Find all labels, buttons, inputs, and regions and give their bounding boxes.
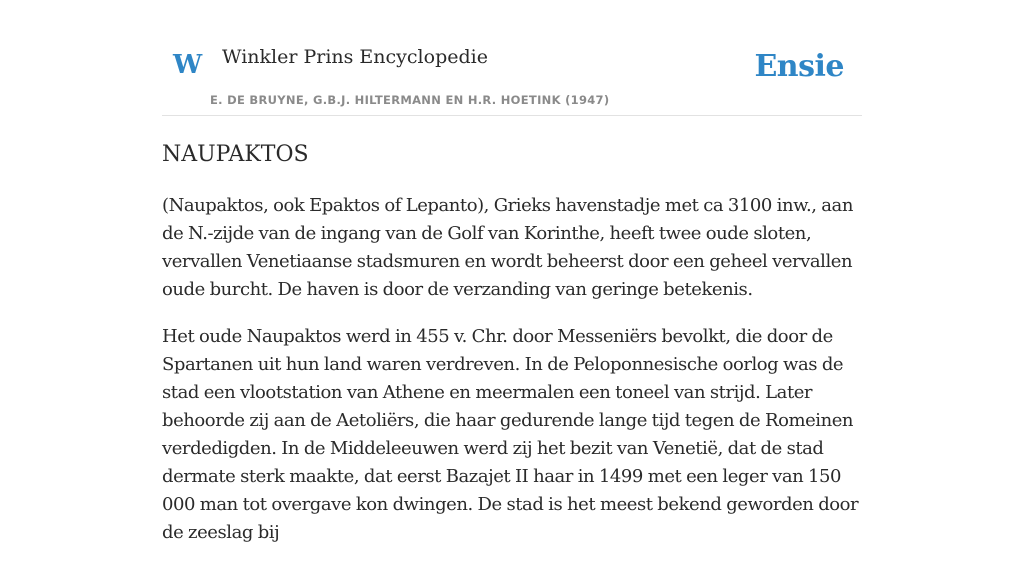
entry-title: NAUPAKTOS: [162, 142, 309, 167]
entry-paragraph: (Naupaktos, ook Epaktos of Lepanto), Grieks havenstadje met ca 3100 inw., aan de N.-zijde van de ingang van de Golf van Korinthe, heeft twee oude sloten, vervallen Venetiaanse stadsmuren en wordt beheerst door een geheel vervallen oude burcht. De haven is door de verzanding van geringe betekenis.: [162, 195, 853, 300]
ensie-logo[interactable]: Ensie: [754, 49, 844, 84]
header: [162, 0, 862, 116]
entry-body: [162, 192, 866, 566]
book-title[interactable]: Winkler Prins Encyclopedie: [222, 46, 488, 68]
winkler-prins-logo[interactable]: W: [173, 50, 203, 80]
entry-paragraph: Het oude Naupaktos werd in 455 v. Chr. door Messeniërs bevolkt, die door de Spartanen uit hun land waren verdreven. In de Peloponnesische oorlog was de stad een vlootstation van Athene en meermalen een toneel van strijd. Later behoorde zij aan de Aetoliërs, die haar gedurende lange tijd tegen de Romeinen verdedigden. In de Middeleeuwen werd zij het bezit van Venetië, dat de stad dermate sterk maakte, dat eerst Bazajet II haar in 1499 met een leger van 150 000 man tot overgave kon dwingen. De stad is het meest bekend geworden door de zeeslag bij: [162, 326, 859, 543]
page: [162, 0, 862, 543]
book-authors: E. DE BRUYNE, G.B.J. HILTERMANN EN H.R. HOETINK (1947): [210, 93, 610, 107]
